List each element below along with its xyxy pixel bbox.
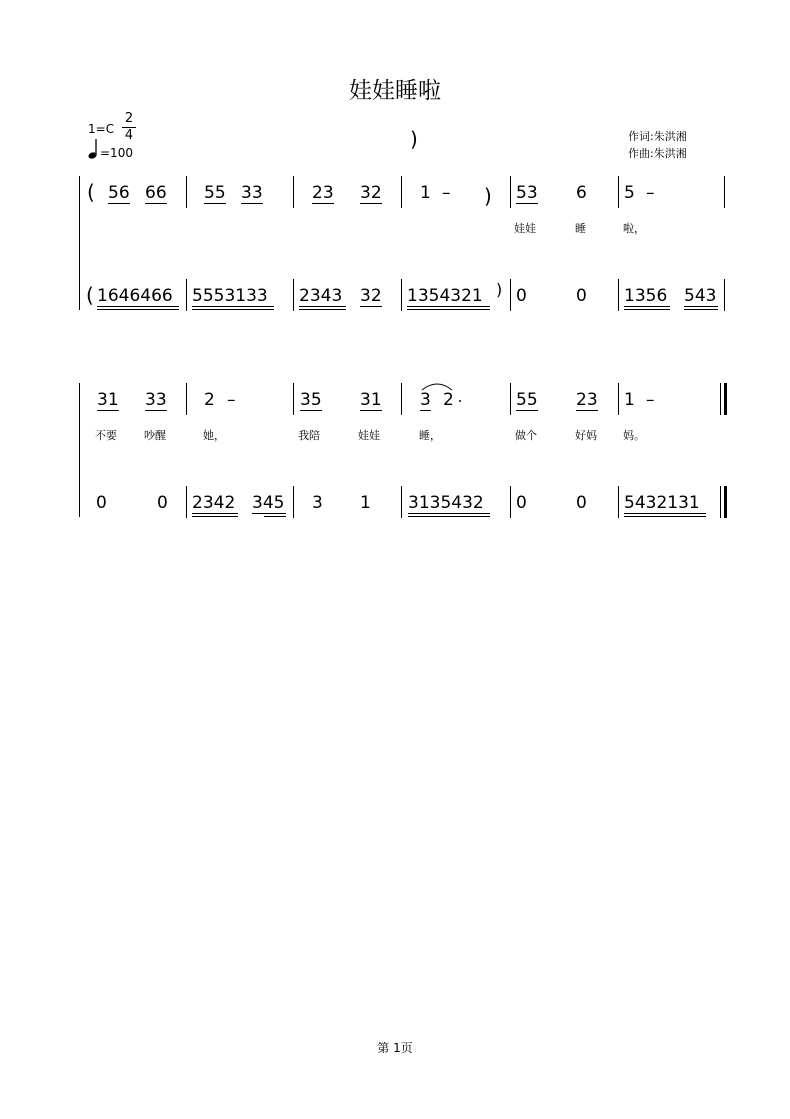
time-signature-top: 2 (124, 111, 134, 126)
melody-note: 32 (360, 183, 382, 203)
barline (186, 486, 187, 518)
eighth-underline (420, 410, 431, 411)
melody-note: 2 (204, 390, 215, 410)
barline (293, 176, 294, 208)
lyric: 睡， (419, 429, 441, 442)
accomp-note: 543 (684, 286, 717, 306)
eighth-underline (192, 306, 274, 307)
time-signature (122, 112, 136, 143)
accomp-open-paren: ( (86, 283, 94, 307)
sixteenth-underline (299, 309, 346, 310)
eighth-underline (252, 513, 286, 514)
melody-note: 33 (145, 390, 167, 410)
melody-note: 2 (443, 390, 454, 410)
eighth-underline (300, 410, 322, 411)
eighth-underline (684, 306, 718, 307)
barline (510, 383, 511, 415)
melody-note: 23 (576, 390, 598, 410)
barline (510, 279, 511, 311)
accomp-note: 2342 (192, 493, 236, 513)
lyric: 吵醒 (144, 429, 166, 442)
eighth-underline (624, 306, 670, 307)
time-signature-bottom: 4 (124, 128, 134, 143)
barline (186, 176, 187, 208)
barline (510, 176, 511, 208)
eighth-underline (97, 306, 179, 307)
melody-close-paren: ) (484, 184, 492, 208)
eighth-underline (360, 410, 382, 411)
lyric: 啦， (623, 222, 645, 235)
melody-note: 55 (516, 390, 538, 410)
final-barline-thick (724, 383, 727, 415)
barline (724, 176, 725, 208)
lyric: 妈。 (623, 429, 645, 442)
accomp-note: 0 (576, 493, 587, 513)
barline (293, 279, 294, 311)
melody-note: 35 (300, 390, 322, 410)
header-paren: ) (410, 127, 418, 151)
system-2-bracket (79, 383, 80, 517)
melody-note: 66 (145, 183, 167, 203)
sixteenth-underline (264, 516, 286, 517)
accomp-note: 0 (516, 286, 527, 306)
final-barline-thick (724, 486, 727, 518)
eighth-underline (516, 203, 538, 204)
accomp-note: 0 (157, 493, 168, 513)
barline (510, 486, 511, 518)
accomp-close-paren: ) (496, 280, 503, 299)
melody-note: 6 (576, 183, 587, 203)
melody-note: 53 (516, 183, 538, 203)
tempo-value: =100 (100, 146, 133, 160)
eighth-underline (576, 410, 598, 411)
accomp-note: 1356 (624, 286, 668, 306)
accomp-note: 1 (360, 493, 371, 513)
eighth-underline (299, 306, 346, 307)
eighth-underline (145, 410, 167, 411)
barline (293, 383, 294, 415)
lyricist-credit: 作词:朱洪湘 (628, 130, 687, 143)
barline (401, 279, 402, 311)
sixteenth-underline (684, 309, 718, 310)
sixteenth-underline (407, 309, 490, 310)
barline (293, 486, 294, 518)
eighth-underline (204, 203, 226, 204)
barline (618, 176, 619, 208)
barline (618, 486, 619, 518)
eighth-underline (192, 513, 238, 514)
quarter-note-icon (87, 138, 99, 160)
eighth-underline (360, 306, 382, 307)
accomp-note: 345 (252, 493, 285, 513)
eighth-underline (241, 203, 263, 204)
eighth-underline (516, 410, 538, 411)
melody-note: 1 (420, 183, 431, 203)
tie-slur (420, 381, 454, 391)
melody-note: 5 (624, 183, 635, 203)
melody-note: 56 (108, 183, 130, 203)
accomp-note: 0 (576, 286, 587, 306)
eighth-underline (408, 513, 490, 514)
accomp-note: 2343 (299, 286, 343, 306)
eighth-underline (407, 306, 490, 307)
lyric: 娃娃 (514, 222, 536, 235)
accomp-note: 1646466 (97, 286, 173, 306)
lyric: 睡 (575, 222, 586, 235)
melody-note: 23 (312, 183, 334, 203)
accomp-note: 0 (516, 493, 527, 513)
accomp-note: 3135432 (408, 493, 484, 513)
eighth-underline (312, 203, 334, 204)
final-barline-thin (720, 383, 721, 415)
eighth-underline (97, 410, 119, 411)
barline (401, 176, 402, 208)
sixteenth-underline (624, 309, 670, 310)
lyric: 做个 (515, 429, 537, 442)
melody-open-paren: ( (87, 180, 95, 204)
lyric: 不要 (95, 429, 117, 442)
barline (186, 383, 187, 415)
sixteenth-underline (192, 309, 274, 310)
page-number: 第 1页 (377, 1041, 413, 1055)
accomp-note: 5553133 (192, 286, 268, 306)
eighth-underline (624, 513, 706, 514)
lyric: 好妈 (575, 429, 597, 442)
final-barline-thin (720, 486, 721, 518)
melody-note: 55 (204, 183, 226, 203)
barline (724, 279, 725, 311)
melody-note: 31 (360, 390, 382, 410)
sixteenth-underline (408, 516, 490, 517)
eighth-underline (108, 203, 130, 204)
melody-note: 33 (241, 183, 263, 203)
system-1-bracket (79, 176, 80, 310)
melody-note: 3 (420, 390, 431, 410)
sixteenth-underline (192, 516, 238, 517)
melody-note: 31 (97, 390, 119, 410)
accomp-note: 32 (360, 286, 382, 306)
barline (618, 383, 619, 415)
accomp-note: 0 (96, 493, 107, 513)
barline (401, 383, 402, 415)
lyric: 我陪 (298, 429, 320, 442)
key-signature: 1=C (88, 122, 115, 136)
accomp-note: 1354321 (407, 286, 483, 306)
song-title: 娃娃睡啦 (349, 78, 441, 104)
sixteenth-underline (97, 309, 179, 310)
eighth-underline (360, 203, 382, 204)
melody-dash: – (646, 390, 655, 410)
composer-credit: 作曲:朱洪湘 (628, 147, 687, 160)
barline (186, 279, 187, 311)
augmentation-dot (459, 400, 461, 402)
melody-dash: – (442, 183, 451, 203)
lyric: 她， (203, 429, 225, 442)
accomp-note: 5432131 (624, 493, 700, 513)
melody-dash: – (227, 390, 236, 410)
barline (401, 486, 402, 518)
barline (618, 279, 619, 311)
eighth-underline (145, 203, 167, 204)
melody-note: 1 (624, 390, 635, 410)
sixteenth-underline (624, 516, 706, 517)
accomp-note: 3 (312, 493, 323, 513)
lyric: 娃娃 (358, 429, 380, 442)
melody-dash: – (646, 183, 655, 203)
